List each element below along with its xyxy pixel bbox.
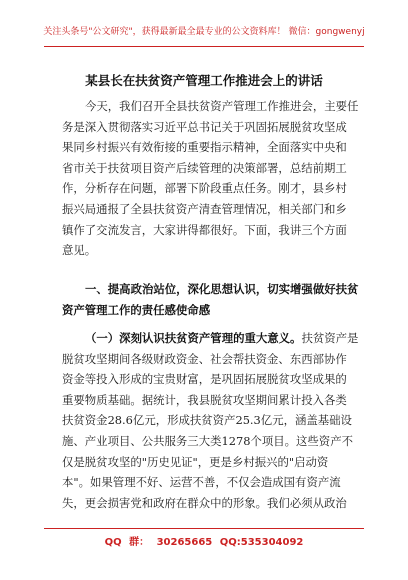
header-banner: 关注头条号"公文研究"，获得最新最全最专业的公文资料库！ 微信：gongwenyj (43, 27, 365, 37)
paragraph-line: 意见。 (62, 243, 97, 258)
footer-divider (44, 528, 364, 529)
paragraph-line: 本"。如果管理不好、运营不善，不仅会造成国有资产流 (62, 475, 341, 490)
subsection-heading: （一）深刻认识扶贫资产管理的重大意义。 (85, 331, 302, 345)
document-title: 某县长在扶贫资产管理工作推进会上的讲话 (85, 73, 323, 88)
header-divider (44, 46, 364, 47)
paragraph-line: 重要物质基础。据统计，我县脱贫攻坚期间累计投入各类 (62, 392, 347, 407)
paragraph-line: 镇作了交流发言，大家讲得都很好。下面，我讲三个方面 (62, 222, 347, 237)
section-heading-line: 资产管理工作的责任感使命感 (62, 302, 211, 317)
intro-paragraph (62, 96, 359, 261)
paragraph-line: 振兴局通报了全县扶贫资产清查管理情况，相关部门和乡 (62, 201, 347, 216)
paragraph-line: 省市关于扶贫项目资产后续管理的决策部署，总结前期工 (62, 160, 347, 175)
paragraph-line (62, 328, 359, 349)
paragraph-line: 失，更会损害党和政府在群众中的形象。我们必须从政治 (62, 495, 347, 510)
subsection-lead-text: 扶贫资产是 (301, 331, 359, 345)
paragraph-line: 扶贫资金28.6亿元，形成扶贫资产25.3亿元，涵盖基础设 (62, 413, 352, 428)
paragraph-line: 仅是脱贫攻坚的"历史见证"，更是乡村振兴的"启动资 (62, 454, 329, 469)
paragraph-line: 果同乡村振兴有效衔接的重要指示精神，全面落实中央和 (62, 140, 347, 155)
paragraph-line: 资金等投入形成的宝贵财富，是巩固拓展脱贫攻坚成果的 (62, 372, 347, 387)
paragraph-line: 务是深入贯彻落实习近平总书记关于巩固拓展脱贫攻坚成 (62, 119, 347, 134)
footer-contact: QQ 群： 30265665 QQ:535304092 (104, 537, 304, 548)
paragraph-line: 脱贫攻坚期间各级财政资金、社会帮扶资金、东西部协作 (62, 351, 347, 366)
paragraph-line: 施、产业项目、公共服务三大类1278个项目。这些资产不 (62, 433, 353, 448)
section-heading-line: 一、提高政治站位，深化思想认识，切实增强做好扶贫 (85, 282, 359, 296)
section-heading (62, 279, 359, 320)
paragraph-line: 今天，我们召开全县扶贫资产管理工作推进会，主要任 (85, 99, 359, 113)
subsection-paragraph (62, 328, 359, 513)
paragraph-line: 作，分析存在问题，部署下阶段重点任务。刚才，县乡村 (62, 181, 347, 196)
